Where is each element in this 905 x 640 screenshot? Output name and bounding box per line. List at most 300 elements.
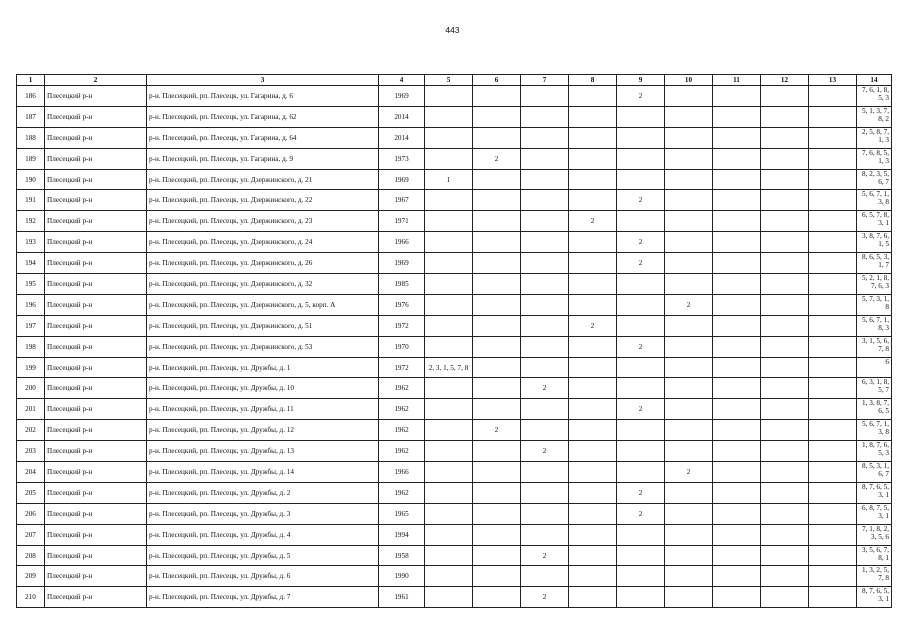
col7-cell (521, 190, 569, 211)
col6-cell (473, 566, 521, 587)
row-number: 186 (17, 86, 45, 107)
col7-cell (521, 253, 569, 274)
col5-cell (425, 545, 473, 566)
district-cell: Плесецкий р-н (45, 106, 147, 127)
col9-cell: 2 (617, 86, 665, 107)
address-cell: р-н. Плесецкий, рп. Плесецк, ул. Дзержинского, д. 51 (147, 315, 379, 336)
col12-cell (761, 190, 809, 211)
col13-cell (809, 274, 857, 295)
district-cell: Плесецкий р-н (45, 336, 147, 357)
col5-cell (425, 336, 473, 357)
address-cell: р-н. Плесецкий, рп. Плесецк, ул. Дружбы, д. 7 (147, 587, 379, 608)
table-row (17, 232, 892, 253)
address-cell: р-н. Плесецкий, рп. Плесецк, ул. Дружбы, д. 6 (147, 566, 379, 587)
col8-cell (569, 399, 617, 420)
row-number: 203 (17, 441, 45, 462)
row-number: 198 (17, 336, 45, 357)
district-cell: Плесецкий р-н (45, 253, 147, 274)
col13-cell (809, 86, 857, 107)
col11-cell (713, 169, 761, 190)
address-cell: р-н. Плесецкий, рп. Плесецк, ул. Дружбы, д. 5 (147, 545, 379, 566)
district-cell: Плесецкий р-н (45, 190, 147, 211)
year-cell: 1990 (379, 566, 425, 587)
year-cell: 1976 (379, 294, 425, 315)
col8-cell (569, 294, 617, 315)
col12-cell (761, 169, 809, 190)
col9-cell (617, 566, 665, 587)
row-number: 192 (17, 211, 45, 232)
col11-cell (713, 503, 761, 524)
col6-cell (473, 462, 521, 483)
col9-cell: 2 (617, 399, 665, 420)
year-cell: 1962 (379, 420, 425, 441)
address-cell: р-н. Плесецкий, рп. Плесецк, ул. Дзержинского, д. 21 (147, 169, 379, 190)
col12-cell (761, 524, 809, 545)
col12-cell (761, 462, 809, 483)
year-cell: 1961 (379, 587, 425, 608)
col10-cell (665, 524, 713, 545)
table-row (17, 503, 892, 524)
codes-cell: 5, 6, 7, 1, 3, 8 (857, 420, 892, 441)
col13-cell (809, 211, 857, 232)
col12-cell (761, 274, 809, 295)
col7-cell (521, 211, 569, 232)
col9-cell (617, 169, 665, 190)
district-cell: Плесецкий р-н (45, 232, 147, 253)
table-row (17, 587, 892, 608)
col8-cell (569, 503, 617, 524)
year-cell: 1958 (379, 545, 425, 566)
col13-cell (809, 106, 857, 127)
year-cell: 1971 (379, 211, 425, 232)
year-cell: 1962 (379, 378, 425, 399)
col12-cell (761, 482, 809, 503)
col8-cell (569, 545, 617, 566)
address-cell: р-н. Плесецкий, рп. Плесецк, ул. Дзержинского, д. 24 (147, 232, 379, 253)
codes-cell: 1, 8, 7, 6, 5, 3 (857, 441, 892, 462)
col5-cell (425, 86, 473, 107)
col7-cell (521, 315, 569, 336)
col8-cell (569, 524, 617, 545)
col7-cell (521, 106, 569, 127)
year-cell: 1962 (379, 441, 425, 462)
table-row (17, 566, 892, 587)
col11-cell (713, 587, 761, 608)
table-row (17, 211, 892, 232)
col5-cell (425, 482, 473, 503)
col6-cell (473, 336, 521, 357)
column-header-1: 1 (17, 75, 45, 86)
row-number: 207 (17, 524, 45, 545)
col10-cell (665, 232, 713, 253)
col11-cell (713, 148, 761, 169)
table-row (17, 169, 892, 190)
table-row (17, 86, 892, 107)
table-row (17, 357, 892, 378)
column-header-9: 9 (617, 75, 665, 86)
district-cell: Плесецкий р-н (45, 482, 147, 503)
district-cell: Плесецкий р-н (45, 127, 147, 148)
col13-cell (809, 378, 857, 399)
col12-cell (761, 253, 809, 274)
table-row (17, 545, 892, 566)
col5-cell: 2, 3, 1, 5, 7, 8 (425, 357, 473, 378)
col8-cell (569, 127, 617, 148)
col11-cell (713, 545, 761, 566)
col9-cell (617, 127, 665, 148)
table-row (17, 190, 892, 211)
year-cell: 1962 (379, 399, 425, 420)
col5-cell (425, 566, 473, 587)
col5-cell (425, 106, 473, 127)
row-number: 205 (17, 482, 45, 503)
table-row (17, 294, 892, 315)
col7-cell (521, 232, 569, 253)
col12-cell (761, 148, 809, 169)
col11-cell (713, 399, 761, 420)
address-cell: р-н. Плесецкий, рп. Плесецк, ул. Гагарина, д. 62 (147, 106, 379, 127)
col9-cell (617, 378, 665, 399)
district-cell: Плесецкий р-н (45, 545, 147, 566)
col7-cell (521, 336, 569, 357)
year-cell: 1994 (379, 524, 425, 545)
col6-cell (473, 503, 521, 524)
row-number: 199 (17, 357, 45, 378)
year-cell: 1972 (379, 357, 425, 378)
address-cell: р-н. Плесецкий, рп. Плесецк, ул. Дзержинского, д. 26 (147, 253, 379, 274)
district-cell: Плесецкий р-н (45, 211, 147, 232)
row-number: 201 (17, 399, 45, 420)
col10-cell (665, 211, 713, 232)
col6-cell (473, 441, 521, 462)
table-row (17, 482, 892, 503)
col7-cell (521, 566, 569, 587)
row-number: 200 (17, 378, 45, 399)
col9-cell (617, 357, 665, 378)
col10-cell (665, 315, 713, 336)
col13-cell (809, 232, 857, 253)
column-header-6: 6 (473, 75, 521, 86)
col11-cell (713, 524, 761, 545)
codes-cell: 8, 7, 6, 5, 3, 1 (857, 482, 892, 503)
col6-cell (473, 232, 521, 253)
row-number: 195 (17, 274, 45, 295)
col9-cell (617, 274, 665, 295)
district-cell: Плесецкий р-н (45, 357, 147, 378)
col12-cell (761, 211, 809, 232)
col10-cell (665, 482, 713, 503)
col9-cell (617, 106, 665, 127)
codes-cell: 3, 8, 7, 6, 1, 5 (857, 232, 892, 253)
col6-cell (473, 378, 521, 399)
col7-cell (521, 127, 569, 148)
table-row (17, 253, 892, 274)
col6-cell (473, 315, 521, 336)
codes-cell: 5, 7, 3, 1, 8 (857, 294, 892, 315)
col12-cell (761, 587, 809, 608)
col7-cell (521, 148, 569, 169)
column-header-5: 5 (425, 75, 473, 86)
col6-cell (473, 524, 521, 545)
col9-cell (617, 587, 665, 608)
col9-cell: 2 (617, 232, 665, 253)
col6-cell (473, 169, 521, 190)
row-number: 206 (17, 503, 45, 524)
col6-cell (473, 190, 521, 211)
codes-cell: 2, 5, 8, 7, 1, 3 (857, 127, 892, 148)
col12-cell (761, 399, 809, 420)
col5-cell (425, 524, 473, 545)
col7-cell (521, 462, 569, 483)
row-number: 202 (17, 420, 45, 441)
table-row (17, 524, 892, 545)
col10-cell: 2 (665, 462, 713, 483)
year-cell: 1985 (379, 274, 425, 295)
col12-cell (761, 378, 809, 399)
col9-cell (617, 420, 665, 441)
row-number: 190 (17, 169, 45, 190)
row-number: 188 (17, 127, 45, 148)
table-body (17, 86, 892, 608)
col6-cell: 2 (473, 148, 521, 169)
district-cell: Плесецкий р-н (45, 462, 147, 483)
address-cell: р-н. Плесецкий, рп. Плесецк, ул. Дзержинского, д. 53 (147, 336, 379, 357)
district-cell: Плесецкий р-н (45, 399, 147, 420)
col7-cell: 2 (521, 378, 569, 399)
codes-cell: 3, 5, 6, 7, 8, 1 (857, 545, 892, 566)
row-number: 209 (17, 566, 45, 587)
register-table (16, 74, 892, 608)
row-number: 197 (17, 315, 45, 336)
address-cell: р-н. Плесецкий, рп. Плесецк, ул. Гагарина, д. 64 (147, 127, 379, 148)
col9-cell: 2 (617, 190, 665, 211)
col9-cell (617, 294, 665, 315)
col11-cell (713, 294, 761, 315)
col7-cell (521, 357, 569, 378)
col10-cell (665, 441, 713, 462)
address-cell: р-н. Плесецкий, рп. Плесецк, ул. Дзержинского, д. 22 (147, 190, 379, 211)
address-cell: р-н. Плесецкий, рп. Плесецк, ул. Дзержинского, д. 5, корп. А (147, 294, 379, 315)
col10-cell (665, 253, 713, 274)
col10-cell (665, 545, 713, 566)
district-cell: Плесецкий р-н (45, 524, 147, 545)
col12-cell (761, 336, 809, 357)
district-cell: Плесецкий р-н (45, 378, 147, 399)
col11-cell (713, 462, 761, 483)
address-cell: р-н. Плесецкий, рп. Плесецк, ул. Дружбы, д. 3 (147, 503, 379, 524)
table-row (17, 127, 892, 148)
col11-cell (713, 441, 761, 462)
col10-cell (665, 378, 713, 399)
col12-cell (761, 357, 809, 378)
col12-cell (761, 441, 809, 462)
col13-cell (809, 441, 857, 462)
col12-cell (761, 315, 809, 336)
col6-cell (473, 106, 521, 127)
col12-cell (761, 232, 809, 253)
codes-cell: 1, 3, 2, 5, 7, 8 (857, 566, 892, 587)
year-cell: 2014 (379, 106, 425, 127)
year-cell: 1973 (379, 148, 425, 169)
column-header-10: 10 (665, 75, 713, 86)
column-header-14: 14 (857, 75, 892, 86)
codes-cell: 7, 6, 1, 8, 5, 3 (857, 86, 892, 107)
col5-cell (425, 587, 473, 608)
col7-cell: 2 (521, 545, 569, 566)
col13-cell (809, 315, 857, 336)
codes-cell: 7, 1, 8, 2, 3, 5, 6 (857, 524, 892, 545)
col8-cell (569, 106, 617, 127)
col8-cell (569, 336, 617, 357)
year-cell: 1965 (379, 503, 425, 524)
row-number: 191 (17, 190, 45, 211)
col6-cell (473, 399, 521, 420)
address-cell: р-н. Плесецкий, рп. Плесецк, ул. Дружбы, д. 2 (147, 482, 379, 503)
col8-cell (569, 462, 617, 483)
col11-cell (713, 274, 761, 295)
table-row (17, 336, 892, 357)
col7-cell (521, 399, 569, 420)
column-header-8: 8 (569, 75, 617, 86)
address-cell: р-н. Плесецкий, рп. Плесецк, ул. Гагарина, д. 6 (147, 86, 379, 107)
col8-cell: 2 (569, 211, 617, 232)
col12-cell (761, 86, 809, 107)
codes-cell: 6, 5, 7, 8, 3, 1 (857, 211, 892, 232)
col10-cell (665, 587, 713, 608)
table-row (17, 106, 892, 127)
col13-cell (809, 253, 857, 274)
col6-cell: 2 (473, 420, 521, 441)
col9-cell (617, 524, 665, 545)
table-row (17, 399, 892, 420)
col13-cell (809, 566, 857, 587)
col8-cell (569, 420, 617, 441)
col10-cell (665, 336, 713, 357)
column-header-7: 7 (521, 75, 569, 86)
district-cell: Плесецкий р-н (45, 315, 147, 336)
year-cell: 1967 (379, 190, 425, 211)
col8-cell (569, 232, 617, 253)
col6-cell (473, 587, 521, 608)
col10-cell (665, 274, 713, 295)
col11-cell (713, 86, 761, 107)
col13-cell (809, 462, 857, 483)
district-cell: Плесецкий р-н (45, 566, 147, 587)
district-cell: Плесецкий р-н (45, 294, 147, 315)
col8-cell (569, 357, 617, 378)
year-cell: 1969 (379, 86, 425, 107)
year-cell: 1966 (379, 462, 425, 483)
column-header-4: 4 (379, 75, 425, 86)
row-number: 187 (17, 106, 45, 127)
address-cell: р-н. Плесецкий, рп. Плесецк, ул. Дружбы, д. 14 (147, 462, 379, 483)
col5-cell (425, 127, 473, 148)
col13-cell (809, 294, 857, 315)
col6-cell (473, 357, 521, 378)
col13-cell (809, 357, 857, 378)
page-number: 443 (445, 25, 460, 35)
col10-cell (665, 127, 713, 148)
codes-cell: 7, 6, 8, 5, 1, 3 (857, 148, 892, 169)
district-cell: Плесецкий р-н (45, 503, 147, 524)
table-row (17, 148, 892, 169)
col11-cell (713, 211, 761, 232)
year-cell: 1966 (379, 232, 425, 253)
col6-cell (473, 294, 521, 315)
col10-cell (665, 86, 713, 107)
year-cell: 1969 (379, 253, 425, 274)
col5-cell: 1 (425, 169, 473, 190)
column-header-2: 2 (45, 75, 147, 86)
col13-cell (809, 336, 857, 357)
col11-cell (713, 232, 761, 253)
row-number: 210 (17, 587, 45, 608)
district-cell: Плесецкий р-н (45, 169, 147, 190)
col5-cell (425, 441, 473, 462)
col11-cell (713, 420, 761, 441)
col5-cell (425, 232, 473, 253)
col7-cell: 2 (521, 441, 569, 462)
codes-cell: 6, 8, 7, 5, 3, 1 (857, 503, 892, 524)
codes-cell: 5, 1, 3, 7, 8, 2 (857, 106, 892, 127)
col9-cell (617, 315, 665, 336)
col13-cell (809, 127, 857, 148)
table-row (17, 315, 892, 336)
col10-cell (665, 148, 713, 169)
col6-cell (473, 274, 521, 295)
year-cell: 1972 (379, 315, 425, 336)
col5-cell (425, 462, 473, 483)
col5-cell (425, 211, 473, 232)
codes-cell: 5, 6, 7, 1, 8, 3 (857, 315, 892, 336)
col9-cell: 2 (617, 503, 665, 524)
col13-cell (809, 524, 857, 545)
district-cell: Плесецкий р-н (45, 274, 147, 295)
col11-cell (713, 190, 761, 211)
col12-cell (761, 106, 809, 127)
codes-cell: 6 (857, 357, 892, 378)
district-cell: Плесецкий р-н (45, 420, 147, 441)
col6-cell (473, 211, 521, 232)
col12-cell (761, 503, 809, 524)
address-cell: р-н. Плесецкий, рп. Плесецк, ул. Дзержинского, д. 32 (147, 274, 379, 295)
table-row (17, 378, 892, 399)
col5-cell (425, 190, 473, 211)
col12-cell (761, 127, 809, 148)
col10-cell (665, 399, 713, 420)
col8-cell (569, 190, 617, 211)
row-number: 208 (17, 545, 45, 566)
col9-cell (617, 148, 665, 169)
column-header-3: 3 (147, 75, 379, 86)
codes-cell: 3, 1, 5, 6, 7, 8 (857, 336, 892, 357)
col13-cell (809, 169, 857, 190)
col13-cell (809, 482, 857, 503)
col10-cell (665, 566, 713, 587)
col5-cell (425, 274, 473, 295)
col5-cell (425, 148, 473, 169)
col11-cell (713, 357, 761, 378)
col6-cell (473, 253, 521, 274)
codes-cell: 8, 2, 3, 5, 6, 7 (857, 169, 892, 190)
column-header-13: 13 (809, 75, 857, 86)
col8-cell (569, 482, 617, 503)
year-cell: 1970 (379, 336, 425, 357)
col10-cell (665, 503, 713, 524)
col6-cell (473, 86, 521, 107)
col13-cell (809, 545, 857, 566)
codes-cell: 6, 3, 1, 8, 5, 7 (857, 378, 892, 399)
